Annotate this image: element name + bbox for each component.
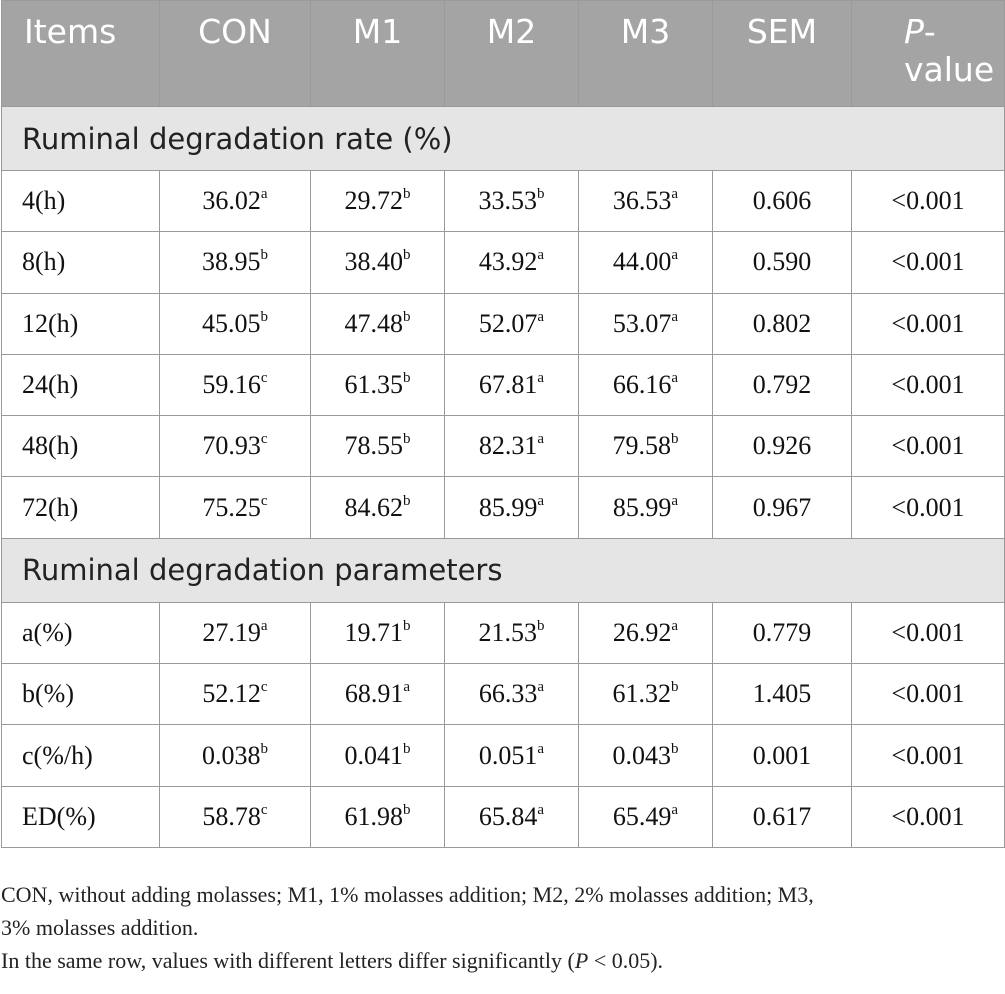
cell-value: 79.58 (612, 431, 671, 461)
cell-sem: 0.590 (713, 232, 852, 293)
significance-letter: b (403, 492, 411, 509)
cell-value: 0.038 (202, 740, 261, 770)
significance-letter: a (537, 801, 545, 818)
significance-letter: b (537, 617, 545, 634)
cell-value: 65.49 (612, 801, 672, 831)
significance-letter: a (671, 801, 679, 818)
cell-m2 (445, 477, 579, 538)
table-row (2, 664, 1005, 725)
cell-value: 29.72 (344, 186, 403, 216)
significance-letter: a (260, 186, 268, 203)
cell-con (160, 602, 311, 663)
cell-con (160, 477, 311, 538)
cell-value: 33.53 (478, 186, 537, 216)
footnote-sig-text: In the same row, values with different letters differ significantly ( (1, 948, 575, 973)
cell-value: 38.95 (202, 247, 261, 277)
cell-value: 53.07 (612, 308, 672, 338)
cell-sem: 0.792 (713, 354, 852, 415)
significance-letter: b (260, 740, 268, 757)
header-p-suffix: -value (904, 12, 995, 89)
cell-p-value: <0.001 (852, 354, 1005, 415)
cell-value: 26.92 (612, 617, 672, 647)
table-row (2, 293, 1005, 354)
cell-p-value: <0.001 (852, 786, 1005, 847)
significance-letter: b (671, 740, 679, 757)
cell-m2 (445, 725, 579, 786)
significance-letter: c (260, 370, 268, 387)
significance-letter: a (537, 679, 545, 696)
cell-value: 21.53 (478, 617, 537, 647)
cell-value: 66.16 (612, 370, 672, 400)
significance-letter: b (260, 247, 268, 264)
significance-letter: b (403, 247, 411, 264)
cell-value: 0.051 (478, 740, 538, 770)
cell-m1 (311, 664, 445, 725)
significance-letter: c (260, 679, 268, 696)
significance-letter: a (671, 308, 679, 325)
significance-letter: a (671, 247, 679, 264)
cell-value: 58.78 (202, 801, 261, 831)
cell-con (160, 416, 311, 477)
cell-value: 85.99 (478, 492, 538, 522)
row-label: 72(h) (2, 477, 160, 538)
significance-letter: a (537, 740, 545, 757)
table-row (2, 171, 1005, 232)
cell-con (160, 171, 311, 232)
cell-p-value: <0.001 (852, 602, 1005, 663)
table-row (2, 416, 1005, 477)
table-row (2, 232, 1005, 293)
row-label: 4(h) (2, 171, 160, 232)
significance-letter: a (260, 617, 268, 634)
cell-con (160, 293, 311, 354)
significance-letter: a (671, 492, 679, 509)
cell-value: 67.81 (478, 370, 538, 400)
row-label: 12(h) (2, 293, 160, 354)
significance-letter: c (260, 492, 268, 509)
row-label: 8(h) (2, 232, 160, 293)
cell-con (160, 664, 311, 725)
cell-m2 (445, 354, 579, 415)
cell-m3 (579, 477, 713, 538)
header-items: Items (2, 1, 160, 107)
cell-p-value: <0.001 (852, 725, 1005, 786)
significance-letter: b (403, 740, 411, 757)
section-title: Ruminal degradation rate (%) (2, 107, 1005, 171)
cell-value: 61.35 (344, 370, 403, 400)
cell-value: 45.05 (202, 308, 261, 338)
cell-value: 75.25 (202, 492, 261, 522)
cell-value: 85.99 (612, 492, 672, 522)
cell-value: 84.62 (344, 492, 403, 522)
cell-m1 (311, 171, 445, 232)
table-footnotes (1, 878, 1001, 977)
cell-sem: 0.802 (713, 293, 852, 354)
cell-value: 27.19 (202, 617, 261, 647)
table-row (2, 602, 1005, 663)
significance-letter: a (671, 370, 679, 387)
table-row (2, 477, 1005, 538)
significance-letter: b (403, 308, 411, 325)
cell-con (160, 786, 311, 847)
significance-letter: a (537, 492, 545, 509)
cell-sem: 0.606 (713, 171, 852, 232)
table-row (2, 786, 1005, 847)
footnote-sig-p: P (574, 948, 589, 973)
cell-m2 (445, 416, 579, 477)
cell-m1 (311, 786, 445, 847)
significance-letter: b (403, 431, 411, 448)
significance-letter: b (403, 617, 411, 634)
cell-value: 0.043 (612, 740, 671, 770)
cell-p-value: <0.001 (852, 664, 1005, 725)
cell-value: 61.98 (344, 801, 403, 831)
header-p-letter: P (904, 12, 924, 51)
significance-letter: c (260, 801, 268, 818)
cell-m2 (445, 232, 579, 293)
cell-con (160, 232, 311, 293)
section-row (2, 107, 1005, 171)
cell-m2 (445, 664, 579, 725)
cell-p-value: <0.001 (852, 477, 1005, 538)
cell-m1 (311, 354, 445, 415)
cell-value: 78.55 (344, 431, 403, 461)
footnote-significance (1, 944, 1001, 977)
cell-value: 68.91 (344, 679, 404, 709)
header-m2: M2 (445, 1, 579, 107)
header-p-value (852, 1, 1005, 107)
cell-sem: 0.617 (713, 786, 852, 847)
significance-letter: a (537, 370, 545, 387)
header-m3: M3 (579, 1, 713, 107)
cell-value: 59.16 (202, 370, 261, 400)
row-label: 24(h) (2, 354, 160, 415)
cell-m1 (311, 725, 445, 786)
cell-value: 66.33 (478, 679, 538, 709)
cell-sem: 0.967 (713, 477, 852, 538)
cell-value: 43.92 (478, 247, 538, 277)
header-m1: M1 (311, 1, 445, 107)
cell-p-value: <0.001 (852, 293, 1005, 354)
cell-value: 52.07 (478, 308, 538, 338)
cell-m3 (579, 416, 713, 477)
cell-value: 36.53 (612, 186, 672, 216)
cell-sem: 0.001 (713, 725, 852, 786)
cell-m2 (445, 602, 579, 663)
cell-m1 (311, 293, 445, 354)
significance-letter: b (671, 679, 679, 696)
cell-m2 (445, 171, 579, 232)
cell-value: 44.00 (612, 247, 672, 277)
cell-m3 (579, 171, 713, 232)
cell-m1 (311, 416, 445, 477)
significance-letter: c (260, 431, 268, 448)
significance-letter: b (260, 308, 268, 325)
cell-value: 52.12 (202, 679, 261, 709)
cell-m3 (579, 293, 713, 354)
cell-m1 (311, 477, 445, 538)
header-sem: SEM (713, 1, 852, 107)
significance-letter: b (403, 370, 411, 387)
significance-letter: a (671, 617, 679, 634)
row-label: b(%) (2, 664, 160, 725)
cell-value: 38.40 (344, 247, 403, 277)
cell-sem: 0.926 (713, 416, 852, 477)
footnote-sig-end: < 0.05). (588, 948, 664, 973)
table-row (2, 725, 1005, 786)
results-table (1, 0, 1005, 848)
row-label: 48(h) (2, 416, 160, 477)
cell-m2 (445, 293, 579, 354)
cell-value: 65.84 (478, 801, 538, 831)
cell-con (160, 725, 311, 786)
cell-value: 82.31 (478, 431, 538, 461)
cell-value: 19.71 (344, 617, 403, 647)
cell-sem: 0.779 (713, 602, 852, 663)
significance-letter: a (537, 431, 545, 448)
cell-m3 (579, 725, 713, 786)
significance-letter: b (537, 186, 545, 203)
significance-letter: a (403, 679, 411, 696)
section-title: Ruminal degradation parameters (2, 538, 1005, 602)
table-row (2, 354, 1005, 415)
row-label: c(%/h) (2, 725, 160, 786)
footnote-abbrev-line1: CON, without adding molasses; M1, 1% molasses addition; M2, 2% molasses addition; M3, (1, 882, 814, 907)
cell-m3 (579, 602, 713, 663)
cell-sem: 1.405 (713, 664, 852, 725)
cell-value: 47.48 (344, 308, 403, 338)
cell-value: 0.041 (344, 740, 403, 770)
header-row (2, 1, 1005, 107)
significance-letter: a (537, 247, 545, 264)
row-label: ED(%) (2, 786, 160, 847)
cell-value: 36.02 (202, 186, 261, 216)
cell-p-value: <0.001 (852, 232, 1005, 293)
cell-m3 (579, 664, 713, 725)
cell-p-value: <0.001 (852, 416, 1005, 477)
cell-m3 (579, 786, 713, 847)
header-con: CON (160, 1, 311, 107)
cell-con (160, 354, 311, 415)
cell-m2 (445, 786, 579, 847)
section-row (2, 538, 1005, 602)
significance-letter: a (537, 308, 545, 325)
significance-letter: a (671, 186, 679, 203)
row-label: a(%) (2, 602, 160, 663)
cell-m3 (579, 354, 713, 415)
cell-p-value: <0.001 (852, 171, 1005, 232)
cell-value: 61.32 (612, 679, 671, 709)
cell-m3 (579, 232, 713, 293)
significance-letter: b (403, 186, 411, 203)
cell-m1 (311, 602, 445, 663)
significance-letter: b (671, 431, 679, 448)
footnote-abbrev-line2: 3% molasses addition. (1, 915, 199, 940)
significance-letter: b (403, 801, 411, 818)
cell-m1 (311, 232, 445, 293)
cell-value: 70.93 (202, 431, 261, 461)
